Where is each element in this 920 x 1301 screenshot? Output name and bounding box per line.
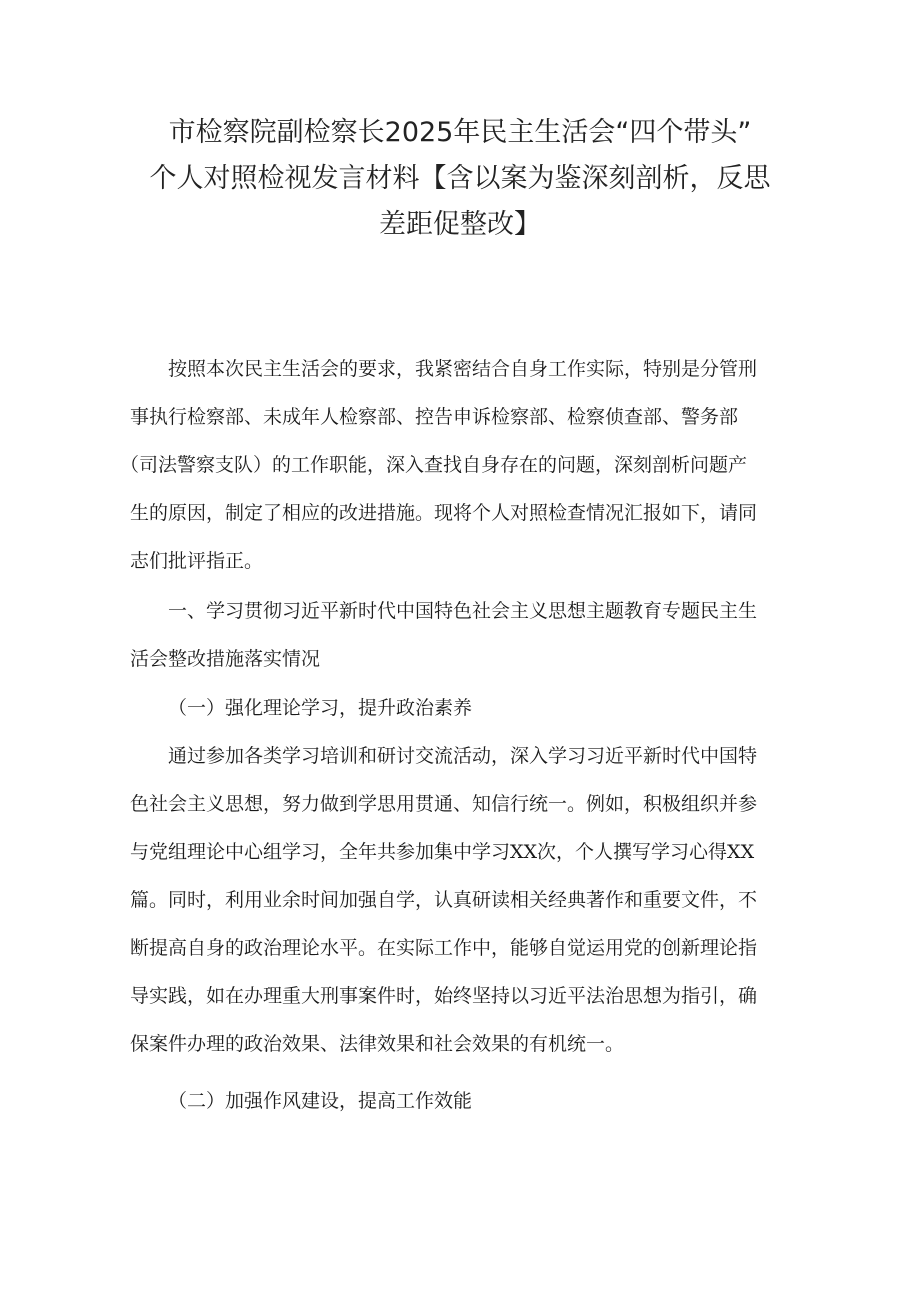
title-line-1: 市检察院副检察长2025年民主生活会“四个带头”	[168, 117, 752, 148]
body-line: 保案件办理的政治效果、法律效果和社会效果的有机统一。	[130, 1033, 625, 1055]
intro-line: 按照本次民主生活会的要求，我紧密结合自身工作实际，特别是分管刑	[168, 358, 758, 380]
intro-line: 志们批评指正。	[130, 550, 264, 572]
intro-paragraph	[120, 345, 792, 585]
subheading-text: （一）强化理论学习，提升政治素养	[168, 697, 473, 719]
body-line: 通过参加各类学习培训和研讨交流活动，深入学习习近平新时代中国特	[168, 745, 758, 767]
body-line: 篇。同时，利用业余时间加强自学，认真研读相关经典著作和重要文件，不	[130, 889, 758, 911]
subsection-heading-2	[130, 1077, 792, 1125]
heading-line: 活会整改措施落实情况	[130, 648, 321, 670]
intro-line: （司法警察支队）的工作职能，深入查找自身存在的问题，深刻剖析问题产	[120, 454, 748, 476]
intro-line: 生的原因，制定了相应的改进措施。现将个人对照检查情况汇报如下，请同	[130, 502, 758, 524]
subsection-heading-1	[130, 684, 792, 732]
title-line-3: 差距促整改】	[379, 209, 541, 240]
intro-line: 事执行检察部、未成年人检察部、控告申诉检察部、检察侦查部、警务部	[130, 406, 739, 428]
heading-line: 一、学习贯彻习近平新时代中国特色社会主义思想主题教育专题民主生	[168, 600, 758, 622]
subheading-text: （二）加强作风建设，提高工作效能	[168, 1090, 473, 1112]
document-title	[120, 110, 800, 248]
body-line: 导实践，如在办理重大刑事案件时，始终坚持以习近平法治思想为指引，确	[130, 985, 758, 1007]
body-line: 与党组理论中心组学习，全年共参加集中学习XX次，个人撰写学习心得XX	[130, 841, 755, 863]
body-line: 色社会主义思想，努力做到学思用贯通、知信行统一。例如，积极组织并参	[130, 793, 758, 815]
title-line-2: 个人对照检视发言材料【含以案为鉴深刻剖析，反思	[149, 163, 771, 194]
body-paragraph-1	[130, 732, 792, 1068]
section-heading-1	[130, 587, 792, 683]
body-line: 断提高自身的政治理论水平。在实际工作中，能够自觉运用党的创新理论指	[130, 937, 758, 959]
